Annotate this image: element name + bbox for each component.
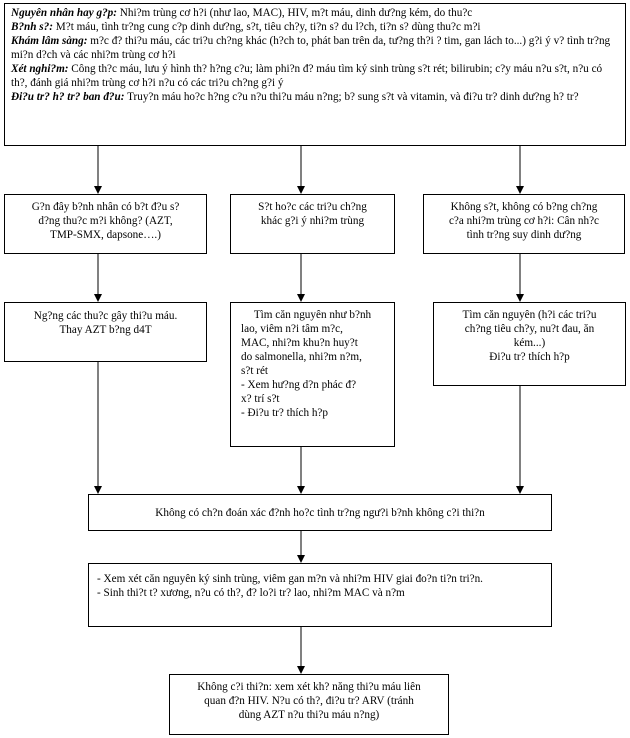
box-line: S?t ho?c các tri?u ch?ng <box>258 201 367 213</box>
overview-line <box>11 6 619 20</box>
overview-text: M?t máu, tình tr?ng cung c?p dinh dư?ng, s?t, tiêu ch?y, ti?n s? du l?ch, ti?n s? dùng thu?c m?i <box>52 21 481 33</box>
overview-text: m?c đ? thi?u máu, các tri?u ch?ng khác (h?ch to, phát ban trên da, tư?ng th?i ? tim, gan lách to...) g?i ý v? tình tr?ng mi?n d?ch và các nhi?m trùng cơ h?i <box>11 35 611 61</box>
box-line: s?t rét <box>241 365 269 377</box>
overview-label: Đi?u tr? h? tr? ban đ?u: <box>11 91 125 103</box>
box-line: Tìm căn nguyên như b?nh <box>253 309 372 321</box>
box-line: x? trí s?t <box>241 393 280 405</box>
box-line: c?a nhi?m trùng cơ h?i: Cân nh?c <box>448 215 600 227</box>
find-infection-cause-box <box>230 302 395 447</box>
no-diagnosis-box <box>88 494 552 531</box>
box-line: ch?ng tiêu ch?y, nu?t đau, ăn <box>464 323 595 335</box>
box-line: - Đi?u tr? thích h?p <box>241 407 328 419</box>
overview-label: Nguyên nhân hay g?p: <box>11 7 117 19</box>
overview-label: Xét nghi?m: <box>11 63 69 75</box>
overview-text: Nhi?m trùng cơ h?i (như lao, MAC), HIV, m?t máu, dinh dư?ng kém, do thu?c <box>117 7 473 19</box>
box-line: Thay AZT b?ng d4T <box>59 324 152 336</box>
overview-label: Khám lâm sàng: <box>11 35 88 47</box>
no-fever-malnutrition-box <box>423 194 625 254</box>
box-line: Không c?i thi?n: xem xét kh? năng thi?u máu liên <box>197 681 421 693</box>
box-line: Tìm căn nguyên (h?i các tri?u <box>462 309 597 321</box>
hiv-anemia-arv-box <box>169 674 449 735</box>
box-line: dùng AZT n?u thi?u máu n?ng) <box>238 709 380 721</box>
box-line: khác g?i ý nhi?m trùng <box>260 215 365 227</box>
box-line: MAC, nhi?m khu?n huy?t <box>241 337 358 349</box>
box-line: - Xem hư?ng d?n phác đ? <box>241 379 357 391</box>
find-cause-symptoms-box <box>433 302 626 386</box>
overview-line <box>11 62 619 90</box>
overview-box <box>4 3 626 146</box>
overview-line <box>11 90 619 104</box>
stop-drugs-box <box>4 302 207 362</box>
box-line: do salmonella, nhi?m n?m, <box>241 351 362 363</box>
overview-line <box>11 20 619 34</box>
overview-text: Truy?n máu ho?c h?ng c?u n?u thi?u máu n?ng; b? sung s?t và vitamin, và đi?u tr? dinh dư?ng h? tr? <box>124 91 579 103</box>
box-line: Ng?ng các thu?c gây thi?u máu. <box>33 310 178 322</box>
fever-infection-box <box>230 194 395 254</box>
further-workup-box <box>88 563 552 627</box>
overview-label: B?nh s?: <box>11 21 53 33</box>
box-line: G?n đây b?nh nhân có b?t đ?u s? <box>31 201 180 213</box>
box-line: lao, viêm n?i tâm m?c, <box>241 323 343 335</box>
box-line: - Xem xét căn nguyên ký sinh trùng, viêm gan m?n và nhi?m HIV giai đo?n ti?n tri?n. <box>97 573 483 585</box>
overview-line <box>11 34 619 62</box>
box-line: TMP-SMX, dapsone….) <box>50 229 161 241</box>
overview-text: Công th?c máu, lưu ý hình th? h?ng c?u; làm phi?n đ? máu tìm ký sinh trùng s?t rét; bilirubin; c?y máu n?u s?t, n?u có th?, đánh giá nhi?m trùng cơ h?i n?u có các tri?u ch?ng g?i ý <box>11 63 603 89</box>
box-line: - Sinh thi?t t? xương, n?u có th?, đ? lo?i tr? lao, nhi?m MAC và n?m <box>97 587 405 599</box>
box-line: kém...) <box>513 337 546 349</box>
box-line: Không s?t, không có b?ng ch?ng <box>450 201 598 213</box>
box-line: tình tr?ng suy dinh dư?ng <box>466 229 582 241</box>
recent-drug-question-box <box>4 194 207 254</box>
box-line: d?ng thu?c m?i không? (AZT, <box>38 215 173 227</box>
box-line: Đi?u tr? thích h?p <box>489 351 570 363</box>
box-line: Không có ch?n đoán xác đ?nh ho?c tình tr?ng ngư?i b?nh không c?i thi?n <box>155 507 485 519</box>
box-line: quan đ?n HIV. N?u có th?, đi?u tr? ARV (tránh <box>204 695 414 707</box>
